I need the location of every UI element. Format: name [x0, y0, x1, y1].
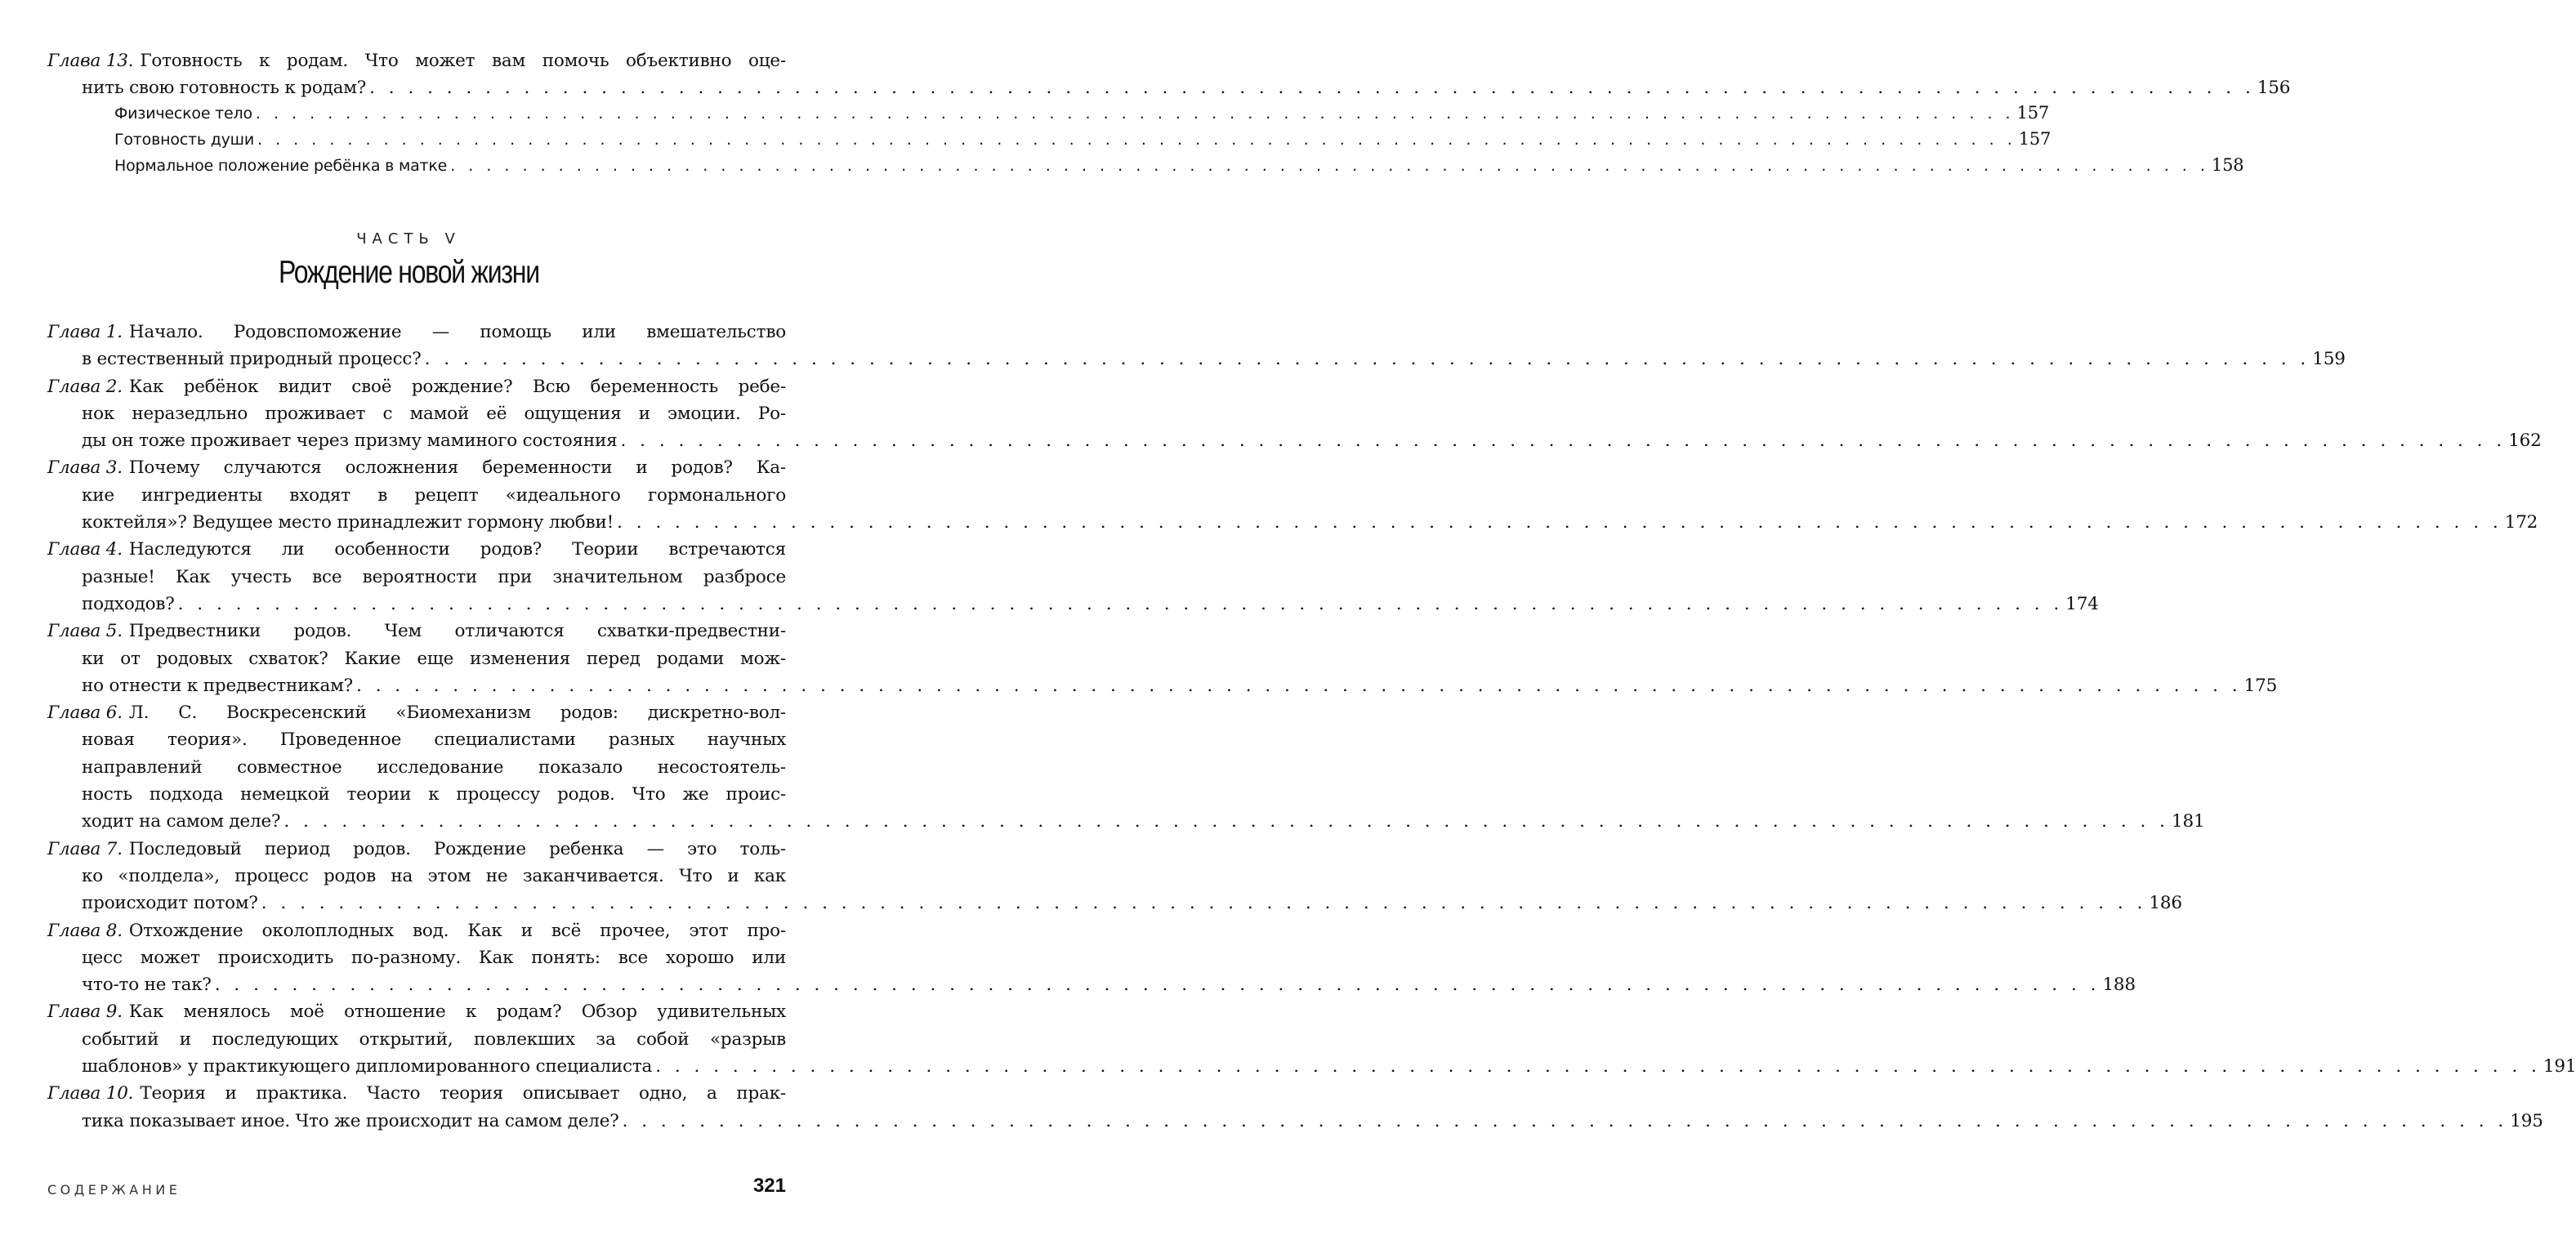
chapter-title-line: ко «полдела», процесс родов на этом не заканчивается. Что и как [82, 865, 786, 886]
page-ref: 172 [2504, 512, 2538, 533]
toc-line [47, 1053, 2576, 1080]
toc-entry-chapter-8[interactable] [47, 917, 2136, 999]
chapter-title-line: Как менялось моё отношение к родам? Обзор удивительных [128, 1001, 786, 1023]
page-ref: 157 [2016, 103, 2050, 123]
chapter-label: Глава 4. [47, 539, 123, 560]
subentry-title: Готовность души [114, 131, 255, 149]
chapter-title-line: Почему случаются осложнения беременности и родов? Ка- [128, 457, 786, 479]
toc-line [47, 1080, 786, 1107]
toc-line [47, 618, 786, 645]
chapter-title-line: Предвестники родов. Чем отличаются схватки-предвестни- [128, 621, 786, 642]
page-number: 321 [752, 1175, 786, 1197]
toc-subentry[interactable] [114, 100, 2050, 126]
toc-line [47, 482, 786, 509]
chapter-title-line: Готовность к родам. Что может вам помочь объективно оце- [140, 51, 786, 71]
toc-line [47, 699, 786, 726]
toc-line [47, 726, 786, 753]
toc-line [47, 808, 2205, 835]
chapter-title-line: происходит потом? [82, 893, 258, 914]
chapter-title-line: разные! Как учесть все вероятности при значительном разбросе [82, 566, 786, 587]
chapter-title-line: Наследуются ли особенности родов? Теории встречаются [128, 539, 786, 560]
dot-leader: . . . . . . . . . . . . . . . . . . . . . . . . . . . . . . . . . . . . . . . . . . . . . . . . . . . . . . . . . . . . . . . . . . . . . . . . . . . . . . . . . . . . . . . . . . . . . . . . . . [261, 893, 2147, 914]
part-label: ЧАСТЬ V [356, 230, 461, 248]
toc-line [47, 74, 2291, 101]
chapter-label: Глава 3. [47, 457, 123, 479]
chapter-title-line: но отнести к предвестникам? [82, 675, 353, 696]
toc-line [47, 346, 2346, 372]
chapter-label: Глава 13. [47, 51, 134, 71]
toc-line [47, 836, 786, 863]
page-ref: 158 [2211, 155, 2244, 175]
dot-leader: . . . . . . . . . . . . . . . . . . . . . . . . . . . . . . . . . . . . . . . . . . . . . . . . . . . . . . . . . . . . . . . . . . . . . . . . . . . . . . . . . . . . . . . . . . . . . . . . . . [620, 430, 2507, 452]
chapter-label: Глава 7. [47, 838, 123, 859]
toc-line [47, 781, 786, 808]
dot-leader: . . . . . . . . . . . . . . . . . . . . . . . . . . . . . . . . . . . . . . . . . . . . . . . . . . . . . . . . . . . . . . . . . . . . . . . . . . . . . . . . . . . . . . . . . . . . . . . . . . [214, 975, 2101, 996]
dot-leader: . . . . . . . . . . . . . . . . . . . . . . . . . . . . . . . . . . . . . . . . . . . . . . . . . . . . . . . . . . . . . . . . . . . . . . . . . . . . . . . . . . . . . . . . . . . . . . . . . . [369, 78, 2255, 99]
chapter-title-line: нок неразедльно проживает с мамой её ощущения и эмоции. Ро- [82, 403, 786, 424]
toc-entry-chapter-1[interactable] [47, 319, 2346, 373]
chapter-label: Глава 9. [47, 1001, 123, 1023]
dot-leader: . . . . . . . . . . . . . . . . . . . . . . . . . . . . . . . . . . . . . . . . . . . . . . . . . . . . . . . . . . . . . . . . . . . . . . . . . . . . . . . . . . . . . . . . . . . . . . . . . . [424, 349, 2310, 370]
chapter-title-line: шаблонов» у практикующего дипломированного специалиста [82, 1056, 653, 1077]
chapter-title-line: новая теория». Проведенное специалистами разных научных [82, 729, 786, 751]
chapter-label: Глава 5. [47, 621, 123, 642]
chapter-title-line: Теория и практика. Часто теория описывает одно, а прак- [140, 1083, 786, 1104]
chapter-title-line: подходов? [82, 593, 175, 614]
toc-line [47, 454, 786, 481]
toc-line [47, 564, 786, 591]
chapter-title-line: что-то не так? [82, 975, 212, 996]
toc-entry-chapter-10[interactable] [47, 1080, 2543, 1135]
page-ref: 191 [2543, 1056, 2576, 1077]
page-ref: 188 [2102, 975, 2136, 996]
dot-leader: . . . . . . . . . . . . . . . . . . . . . . . . . . . . . . . . . . . . . . . . . . . . . . . . . . . . . . . . . . . . . . . . . . . . . . . . . . . . . . . . . . . . . . . . . . . . . . . . . . [257, 131, 2016, 149]
toc-line [47, 47, 786, 74]
toc-line [47, 754, 786, 781]
toc-entry-chapter-13[interactable] [47, 47, 2291, 102]
toc-line [47, 944, 786, 971]
toc-subentry[interactable] [114, 152, 2244, 178]
chapter-title-line: Л. С. Воскресенский «Биомеханизм родов: дискретно-вол- [128, 703, 786, 724]
subentry-title: Физическое тело [114, 105, 252, 123]
dot-leader: . . . . . . . . . . . . . . . . . . . . . . . . . . . . . . . . . . . . . . . . . . . . . . . . . . . . . . . . . . . . . . . . . . . . . . . . . . . . . . . . . . . . . . . . . . . . . . . . . . [177, 593, 2064, 614]
page-ref: 156 [2257, 78, 2291, 99]
toc-line [47, 1026, 786, 1053]
chapter-title-line: ность подхода немецкой теории к процессу родов. Что же проис- [82, 784, 786, 805]
toc-subentry[interactable] [114, 126, 2051, 152]
toc-entry-chapter-9[interactable] [47, 998, 2576, 1080]
toc-line [47, 536, 786, 563]
dot-leader: . . . . . . . . . . . . . . . . . . . . . . . . . . . . . . . . . . . . . . . . . . . . . . . . . . . . . . . . . . . . . . . . . . . . . . . . . . . . . . . . . . . . . . . . . . . . . . . . . . [255, 105, 2015, 123]
part-title [0, 255, 817, 291]
chapter-title-line: событий и последующих открытий, повлекших за собой «разрыв [82, 1028, 786, 1050]
chapter-title-line: коктейля»? Ведущее место принадлежит гормону любви! [82, 512, 614, 533]
toc-line [47, 998, 786, 1025]
toc-line [47, 890, 2182, 917]
toc-entry-chapter-3[interactable] [47, 454, 2538, 536]
part-title-text: Рождение новой жизни [278, 255, 539, 290]
chapter-title-line: Отхождение околоплодных вод. Как и всё прочее, этот про- [128, 920, 786, 941]
chapter-title-line: Как ребёнок видит своё рождение? Всю беременность ребе- [128, 376, 786, 397]
subentry-title: Нормальное положение ребёнка в матке [114, 157, 448, 175]
toc-line [47, 1108, 2543, 1135]
chapter-title-line: кие ингредиенты входят в рецепт «идеального гормонального [82, 484, 786, 506]
toc-line [47, 427, 2542, 454]
toc-line [47, 645, 786, 672]
toc-line [47, 672, 2278, 699]
toc-line [47, 319, 786, 346]
dot-leader: . . . . . . . . . . . . . . . . . . . . . . . . . . . . . . . . . . . . . . . . . . . . . . . . . . . . . . . . . . . . . . . . . . . . . . . . . . . . . . . . . . . . . . . . . . . . . . . . . . [655, 1056, 2541, 1077]
page-ref: 174 [2065, 593, 2099, 614]
toc-entry-chapter-4[interactable] [47, 536, 2099, 618]
dot-leader: . . . . . . . . . . . . . . . . . . . . . . . . . . . . . . . . . . . . . . . . . . . . . . . . . . . . . . . . . . . . . . . . . . . . . . . . . . . . . . . . . . . . . . . . . . . . . . . . . . [355, 675, 2242, 696]
page-ref: 159 [2312, 349, 2346, 370]
toc-subentry-list [114, 100, 2244, 178]
page-ref: 195 [2510, 1110, 2543, 1131]
chapter-label: Глава 6. [47, 703, 123, 724]
page-ref: 186 [2149, 893, 2182, 914]
chapter-title-line: нить свою готовность к родам? [82, 78, 367, 99]
chapter-title-line: направлений совместное исследование показало несостоятель- [82, 756, 786, 778]
page-ref: 175 [2243, 675, 2278, 696]
toc-line [47, 400, 786, 427]
dot-leader: . . . . . . . . . . . . . . . . . . . . . . . . . . . . . . . . . . . . . . . . . . . . . . . . . . . . . . . . . . . . . . . . . . . . . . . . . . . . . . . . . . . . . . . . . . . . . . . . . . [617, 512, 2502, 533]
chapter-label: Глава 1. [47, 322, 123, 342]
dot-leader: . . . . . . . . . . . . . . . . . . . . . . . . . . . . . . . . . . . . . . . . . . . . . . . . . . . . . . . . . . . . . . . . . . . . . . . . . . . . . . . . . . . . . . . . . . . . . . . . . . [622, 1110, 2508, 1131]
toc-chapter-list [47, 319, 2576, 1135]
dot-leader: . . . . . . . . . . . . . . . . . . . . . . . . . . . . . . . . . . . . . . . . . . . . . . . . . . . . . . . . . . . . . . . . . . . . . . . . . . . . . . . . . . . . . . . . . . . . . . . . . . [283, 811, 2169, 832]
toc-line [47, 917, 786, 944]
toc-line [47, 373, 786, 400]
chapter-title-line: в естественный природный процесс? [82, 349, 422, 370]
dot-leader: . . . . . . . . . . . . . . . . . . . . . . . . . . . . . . . . . . . . . . . . . . . . . . . . . . . . . . . . . . . . . . . . . . . . . . . . . . . . . . . . . . . . . . . . . . . . . . . . . . [450, 157, 2209, 175]
toc-line [47, 591, 2099, 618]
chapter-title-line: ходит на самом деле? [82, 811, 281, 832]
chapter-title-line: Начало. Родовспоможение — помощь или вмешательство [128, 322, 786, 342]
toc-line [47, 509, 2538, 536]
running-footer: СОДЕРЖАНИЕ [47, 1182, 181, 1198]
toc-entry-chapter-2[interactable] [47, 373, 2542, 455]
chapter-title-line: ды он тоже проживает через призму маминого состояния [82, 430, 618, 452]
chapter-label: Глава 8. [47, 920, 123, 941]
chapter-label: Глава 2. [47, 376, 123, 397]
chapter-title-line: ки от родовых схваток? Какие еще изменения перед родами мож- [82, 648, 786, 669]
chapter-title-line: Последовый период родов. Рождение ребенка — это толь- [128, 838, 786, 859]
toc-entry-chapter-7[interactable] [47, 836, 2182, 917]
toc-entry-chapter-6[interactable] [47, 699, 2205, 835]
toc-line [47, 863, 786, 890]
toc-line [47, 971, 2136, 998]
page-ref: 157 [2018, 129, 2051, 149]
chapter-title-line: цесс может происходить по-разному. Как понять: все хорошо или [82, 947, 786, 968]
chapter-label: Глава 10. [47, 1083, 134, 1104]
page-ref: 181 [2172, 811, 2205, 832]
chapter-title-line: тика показывает иное. Что же происходит на самом деле? [82, 1110, 619, 1131]
toc-entry-chapter-5[interactable] [47, 618, 2278, 699]
page-ref: 162 [2508, 430, 2542, 452]
